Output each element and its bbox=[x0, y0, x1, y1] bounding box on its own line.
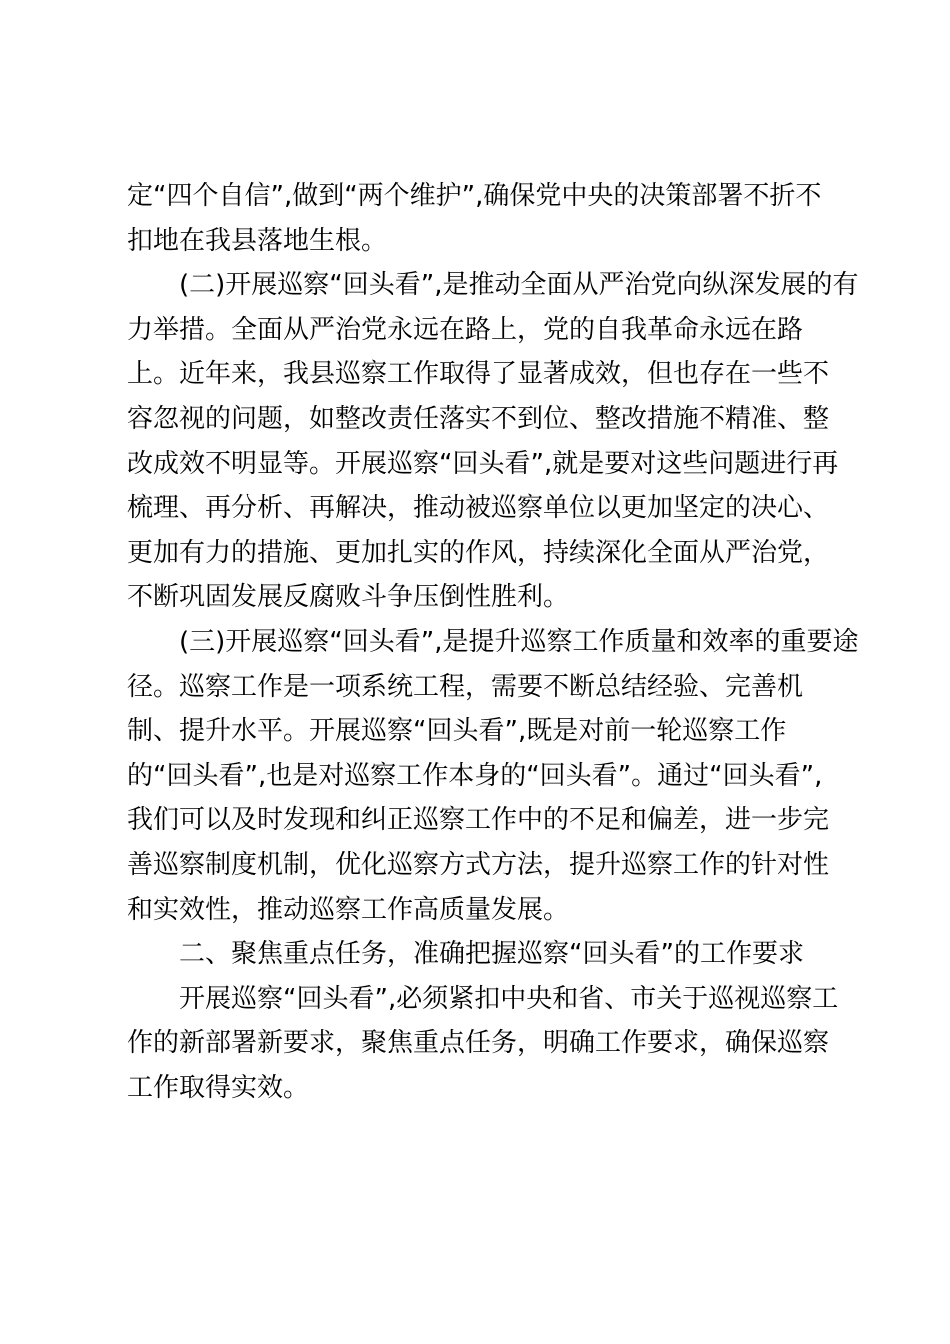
text-line: (二)开展巡察“回头看”,是推动全面从严治党向纵深发展的有 bbox=[179, 270, 859, 301]
text-line: 上。近年来，我县巡察工作取得了显著成效，但也存在一些不 bbox=[127, 359, 830, 390]
text-line: 开展巡察“回头看”,必须紧扣中央和省、市关于巡视巡察工 bbox=[179, 983, 839, 1014]
text-line: 更加有力的措施、更加扎实的作风，持续深化全面从严治党， bbox=[127, 537, 830, 568]
section-heading: 二、聚焦重点任务，准确把握巡察“回头看”的工作要求 bbox=[179, 939, 804, 970]
document-body bbox=[127, 174, 859, 1110]
text-line: 制、提升水平。开展巡察“回头看”,既是对前一轮巡察工作 bbox=[127, 716, 787, 747]
text-line: 的“回头看”,也是对巡察工作本身的“回头看”。通过“回头看”, bbox=[127, 760, 823, 791]
text-line: 改成效不明显等。开展巡察“回头看”,就是要对这些问题进行再 bbox=[127, 448, 839, 479]
text-line: 工作取得实效。 bbox=[127, 1072, 310, 1103]
text-line: 不断巩固发展反腐败斗争压倒性胜利。 bbox=[127, 582, 570, 613]
text-line: 容忽视的问题，如整改责任落实不到位、整改措施不精准、整 bbox=[127, 403, 830, 434]
text-line: 善巡察制度机制，优化巡察方式方法，提升巡察工作的针对性 bbox=[127, 849, 830, 880]
text-line: 力举措。全面从严治党永远在路上，党的自我革命永远在路 bbox=[127, 314, 804, 345]
text-line: 和实效性，推动巡察工作高质量发展。 bbox=[127, 894, 570, 925]
text-line: 梳理、再分析、再解决，推动被巡察单位以更加坚定的决心、 bbox=[127, 493, 830, 524]
text-line: 定“四个自信”,做到“两个维护”,确保党中央的决策部署不折不 bbox=[127, 181, 822, 211]
text-line: 扣地在我县落地生根。 bbox=[127, 225, 388, 256]
text-line: 作的新部署新要求，聚焦重点任务，明确工作要求，确保巡察 bbox=[127, 1028, 830, 1059]
text-line: 径。巡察工作是一项系统工程，需要不断总结经验、完善机 bbox=[127, 671, 804, 702]
text-line: (三)开展巡察“回头看”,是提升巡察工作质量和效率的重要途 bbox=[179, 626, 859, 657]
text-line: 我们可以及时发现和纠正巡察工作中的不足和偏差，进一步完 bbox=[127, 805, 830, 836]
